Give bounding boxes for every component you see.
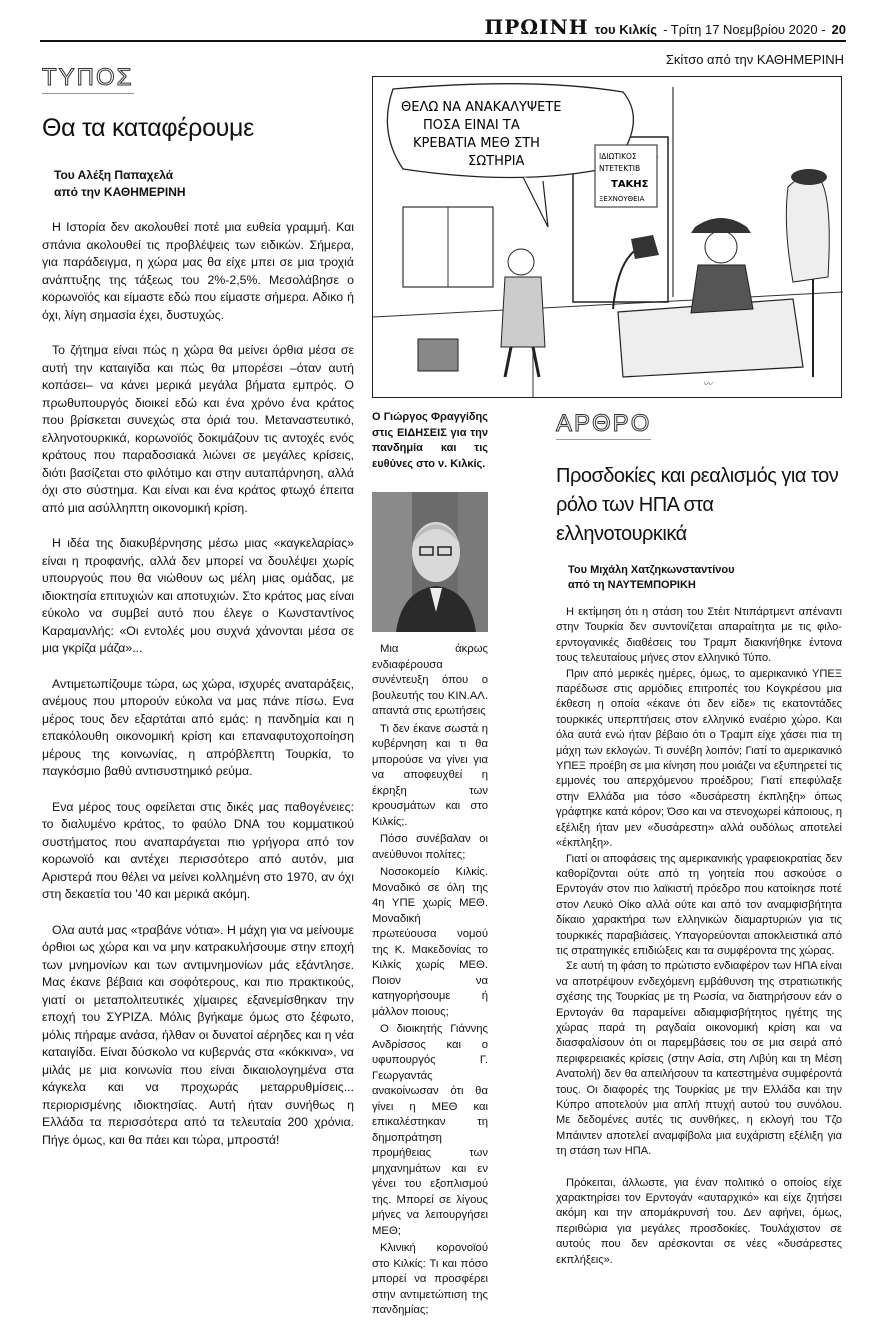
sign-line: ΙΔΙΩΤΙΚΟΣ — [599, 152, 637, 161]
paragraph: Μια άκρως ενδιαφέρουσα συνέντευξη όπου ο βουλευτής του ΚΙΝ.ΑΛ. απαντά στις ερωτήσεις — [372, 643, 488, 717]
arthro-body — [556, 605, 842, 1268]
paragraph: Νοσοκομείο Κιλκίς. Μοναδικό σε όλη της 4η ΥΠΕ χωρίς ΜΕΘ. Μοναδική πρωτεύουσα νομού της Κ. Μακεδονίας το Κιλκίς χωρίς ΜΕΘ. Ποιον να κατηγορήσουμε ή μάλλον ποιους; — [372, 866, 488, 1018]
paragraph: Σε αυτή τη φάση το πρώτιστο ενδιαφέρον των ΗΠΑ είναι να αποτρέψουν ενδεχόμενη εμβάθυνση της στρατιωτικής σχέσης της Τουρκίας με τη Ρωσία, να διατηρήσουν εάν ο Ερντογάν θα παραμείνει αδιαμφισβήτητος ηγέτης της χώρας παρά τη ραγδαία οικονομική κρίση και να διασφαλίσουν ότι οι παρεμβάσεις του σε μια σειρά από περιφερειακές κρίσεις (στην Ασία, στη Λιβύη και τη Μέση Ανατολή) δεν θα απειλήσουν τα κατεστημένα συμφέροντά τους. Οι διαφορές της Τουρκίας με την Ελλάδα και την Κύπρο αποτελούν μια απλή πτυχή αυτού του συνόλου. Με δεδομένες αυτές τις συνθήκες, η εκλογή του Τζο Μπάιντεν αποτελεί αναμφίβολα μια ευχάριστη εξέλιξη για τη στάση των ΗΠΑ. — [556, 960, 842, 1158]
paragraph: Κλινική κορονοϊού στο Κιλκίς: Τι και πόσο μπορεί να προσφέρει στην αντιμετώπιση της πανδημίας; — [372, 1242, 488, 1316]
sign-line: ΝΤΕΤΕΚΤΙΒ — [599, 164, 641, 173]
cartoon-credit: Σκίτσο από την ΚΑΘΗΜΕΡΙΝΗ — [665, 52, 844, 67]
typos-source: από την ΚΑΘΗΜΕΡΙΝΗ — [54, 185, 186, 199]
arthro-headline: Προσδοκίες και ρεαλισμός για τον ρόλο των ΗΠΑ στα ελληνοτουρκικά — [556, 465, 839, 545]
speech-line: ΘΕΛΩ ΝΑ ΑΝΑΚΑΛΥΨΕΤΕ — [401, 100, 562, 115]
interview-caption: Ο Γιώργος Φραγγίδης στις ΕΙΔΗΣΕΙΣ για την πανδημία και τις ευθύνες στο ν. Κιλκίς. — [372, 411, 488, 470]
editorial-cartoon — [372, 76, 842, 398]
paragraph: Πριν από μερικές ημέρες, όμως, το αμερικανικό ΥΠΕΞ παρέδωσε στις αρμόδιες επιτροπές του Κογκρέσου μια έκθεση η οποία «έκανε ότι δεν είδε» τις εκατοντάδες τουρκικές υπερπτήσεις στον ελληνικό εναέριο χώρο. Και όλα αυτά ενώ ήταν βέβαιο ότι ο Τραμπ είχε χάσει πια τη μάχη των εκλογών. Τι συνέβη λοιπόν; Γιατί το αμερικανικό ΥΠΕΞ προέβη σε μια κίνηση που μοιάζει να εξυπηρετεί τις εμμονές του απερχόμενου προέδρου; Γιατί επεφύλαξε στην Ελλάδα μια τόσο «δυσάρεστη έκπληξη» όπως γράφτηκε κατά κόρον; Όσο και να στενοχωρεί κάποιους, η εξέλιξη ήταν μεν «δυσάρεστη» αλλά ουδόλως αποτελεί «έκπληξη». — [556, 667, 842, 850]
publication-name: του Κιλκίς — [594, 22, 658, 37]
arthro-source: από τη ΝΑΥΤΕΜΠΟΡΙΚΗ — [568, 579, 696, 591]
paragraph: Η Ιστορία δεν ακολουθεί ποτέ μια ευθεία γραμμή. Και σπάνια ακολουθεί τις προβλέψεις των ειδικών. Σήμερα, για παράδειγμα, η χώρα μας θα είχε μπει σε μια τροχιά ανάπτυξης της τάξεως του 2%-2,5%. Μεσολάβησε ο κορωνοϊός και είμαστε εδώ που είμαστε σήμερα. Αδικο ή όχι, λίγη σημασία έχει, δυστυχώς. — [42, 220, 354, 322]
portrait-photo — [372, 492, 488, 632]
paragraph: Η εκτίμηση ότι η στάση του Στέιτ Ντιπάρτμεντ απέναντι στην Τουρκία δεν συντονίζεται απαραίτητα με τις φιλο-ερντογανικές διαθέσεις του Τραμπ διακινήθηκε έντονα τους τελευταίους μήνες στον ελληνικό Τύπο. — [556, 606, 842, 665]
masthead — [40, 14, 846, 42]
arthro-author: Του Μιχάλη Χατζηκωνσταντίνου — [568, 564, 735, 576]
speech-line: ΚΡΕΒΑΤΙΑ ΜΕΘ ΣΤΗ — [413, 136, 540, 151]
portrait-image — [372, 492, 488, 632]
paragraph: Ενα μέρος τους οφείλεται στις δικές μας παθογένειες: το διαλυμένο κράτος, το φαύλο DNA του κομματικού συστήματος που αναπαράγεται πιο γρήγορα από τον κορωνοϊό και αντέχει περισσότερο από αυτόν, μια Αριστερά που θέλει να μείνει κολλημένη στο 1970, αν όχι στη δεκαετία του '40 και μερικά ακόμη. — [42, 799, 354, 901]
section-label-typos: ΤΥΠΟΣ — [42, 64, 134, 94]
paragraph: Πρόκειται, άλλωστε, για έναν πολιτικό ο οποίος είχε χαρακτηρίσει τον Ερντογάν «αυταρχικό» και είχε ζητήσει ακόμη και την απομάκρυνσή του. Δεν αφήνει, όμως, περιθώρια για μεγάλες προσδοκίες. Τουλάχιστον σε αυτούς που δεν αρέσκονται σε νέες «δυσάρεστες εκπλήξεις». — [556, 1176, 842, 1266]
interview-body — [372, 642, 488, 1321]
typos-body — [42, 219, 354, 1149]
paragraph: Γιατί οι αποφάσεις της αμερικανικής γραφειοκρατίας δεν καθορίζονται ούτε από τη γοητεία που ασκούσε ο Ερντογάν στον πιο λαϊκιστή πρόεδρο που κατοίκησε ποτέ στον Λευκό Οίκο αλλά ούτε και από τον αναμφισβήτητα δίκαιο χαρακτήρα των ελληνικών διαμαρτυριών για τις τουρκικές παραβιάσεις. Υπαγορεύονται αποκλειστικά από τις στρατηγικές επιδιώξεις και τα συμφέροντα της χώρας. — [556, 852, 842, 957]
paragraph: Ολα αυτά μας «τραβάνε νότια». Η μάχη για να μείνουμε όρθιοι ως χώρα και να μην κατρακυλήσουμε στην εποχή των μνημονίων και των αντιμνημονίων μάς εξάντλησε. Μας έκανε βέβαια και σοφότερους, και πιο πρακτικούς, γιατί οι μεταπολιτευτικές χίμαιρες εξανεμίσθηκαν την εποχή του ΣΥΡΙΖΑ. Μόλις βγήκαμε όμως στο ξέφωτο, μόλις πήραμε ανάσα, ήλθαν οι δυνατοί αέρηδες και η νέα καταιγίδα. Είναι δύσκολο να κυβερνάς στα «κόκκινα», να μιλάς με μια κοινωνία που είναι δικαιολογημένα στα κάγκελα και να προχωράς μεταρρυθμίσεις... περιορισμένης ιδιοκτησίας. Αυτή ήταν συνήθως η Ελλάδα τα περισσότερα από τα τελευταία 200 χρόνια. Πήγε όμως, και θα πάει και τώρα, μπροστά! — [42, 922, 354, 1147]
arthro-article — [556, 410, 842, 1268]
sign-line: ΤΑΚΗΣ — [611, 179, 649, 190]
speech-line: ΠΟΣΑ ΕΙΝΑΙ ΤΑ — [423, 118, 520, 133]
section-label-arthro: ΑΡΘΡΟ — [556, 410, 651, 440]
typos-article — [42, 64, 354, 1149]
page-number: 20 — [831, 22, 846, 37]
paragraph: Ο διοικητής Γιάννης Ανδρίσσος και ο υφυπουργός Γ. Γεωργαντάς ανακοίνωσαν ότι θα γίνει η ΜΕΘ και επικαλέστηκαν τη δημοπράτηση προμήθειας των μηχανημάτων και εν γένει του εξοπλισμού της. Μπορεί σε λίγους μήνες να λειτουργήσει ΜΕΘ; — [372, 1023, 488, 1237]
typos-byline — [54, 167, 354, 201]
cartoon-drawing — [373, 77, 843, 399]
paragraph: Το ζήτημα είναι πώς η χώρα θα μείνει όρθια μέσα σε αυτή την καταιγίδα και πώς θα μπορέσει –όταν αυτή κοπάσει– να κάνει μερικά μεγάλα βήματα εμπρός. Ο πρωθυπουργός διοικεί εδώ και ένα χρόνο ένα κράτος που βρίσκεται συνεχώς στα όριά του. Μεταναστευτικό, ελληνοτουρκικά, κορωνοϊός δοκιμάζουν τις αντοχές ενός κράτους που παραδοσιακά λιώνει σε μεγάλες κρίσεις, διότι βασίζεται στο φιλότιμο και στην αυταπάρνηση, αλλά όχι στο σύστημα. Και είναι και ένα κράτος φτωχό έπειτα από μια ασύλληπτη οικονομική κρίση. — [42, 343, 354, 515]
paragraph: Πόσο συνέβαλαν οι ανεύθυνοι πολίτες; — [372, 833, 488, 861]
typos-author: Του Αλέξη Παπαχελά — [54, 168, 174, 182]
paragraph: Αντιμετωπίζουμε τώρα, ως χώρα, ισχυρές αναταράξεις, ανέμους που μπορούν εύκολα να μας πάνε πίσω. Ενα μέρος τους δεν εξαρτάται από εμάς: η πανδημία και η επακόλουθη οικονομική κρίση και επαναφυτοχοποίηση μέρους της κοινωνίας, η απρόβλεπτη Τουρκία, το παγκόσμιο βαθύ αντισυστημικό ρεύμα. — [42, 676, 354, 778]
paragraph: Τι δεν έκανε σωστά η κυβέρνηση και τι θα μπορούσε να γίνει για να αποφευχθεί η έκρηξη των κρουσμάτων και στο Κιλκίς;. — [372, 722, 488, 828]
svg-text:〰: 〰 — [703, 380, 713, 390]
typos-headline: Θα τα καταφέρουμε — [42, 114, 254, 142]
paragraph: Η ιδέα της διακυβέρνησης μέσω μιας «καγκελαρίας» είναι η προφανής, αλλά δεν μπορεί να δουλέψει χωρίς υπουργούς που θα νιώθουν ως μέλη μιας ομάδας, με ιδιοκτησία επιτυχιών και αποτυχιών. Στο κράτος μας είναι εύκολο να συμβεί αυτό που έλεγε ο Κωνσταντίνος Καραμανλής: «Οι εντολές μου συχνά χάνονται μέσα σε μια γκρίζα μάζα»... — [42, 536, 354, 655]
interview-caption-block — [372, 410, 488, 472]
arthro-byline — [568, 563, 842, 593]
issue-date: - Τρίτη 17 Νοεμβρίου 2020 - — [663, 22, 826, 37]
speech-line: ΣΩΤΗΡΙΑ — [468, 154, 525, 169]
sign-line: ΞΕΧΝΟΥΘΕΙΑ — [599, 195, 645, 203]
brand-logo: ΠΡΩΙΝΗ — [484, 15, 589, 39]
